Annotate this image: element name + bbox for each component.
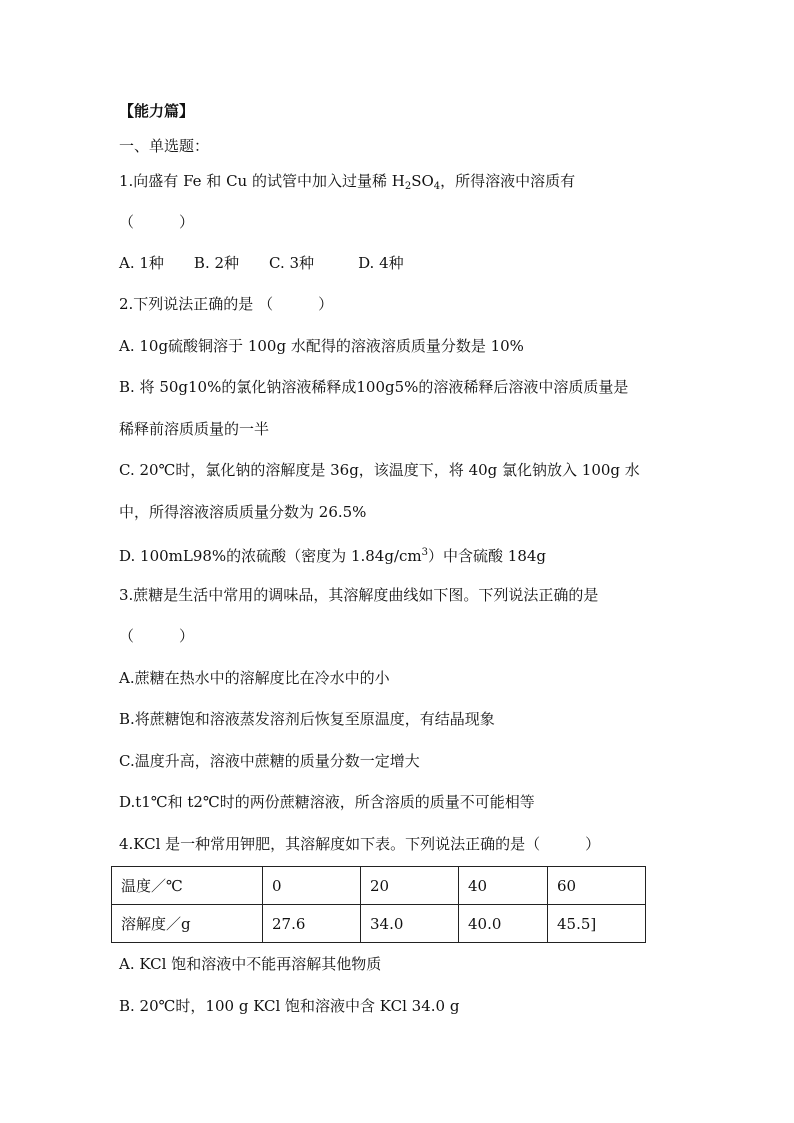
- q1-option-c: C. 3种: [269, 254, 315, 272]
- q4-stem: 4.KCl 是一种常用钾肥，其溶解度如下表。下列说法正确的是（ ）: [119, 835, 601, 853]
- q1-option-d: D. 4种: [358, 254, 404, 272]
- table-cell: 温度／℃: [112, 867, 263, 905]
- q2-option-d-part: D. 100mL98%的浓硫酸（密度为 1.84g/cm: [119, 547, 422, 565]
- solubility-table: [111, 866, 646, 943]
- table-cell: 0: [263, 867, 361, 905]
- q2-option-d: [119, 543, 546, 566]
- q3-option-c: C.温度升高，溶液中蔗糖的质量分数一定增大: [119, 752, 420, 770]
- table-row: [112, 867, 646, 905]
- q4-option-b: B. 20℃时，100 g KCl 饱和溶液中含 KCl 34.0 g: [119, 997, 460, 1015]
- table-cell: 60: [548, 867, 646, 905]
- q1-option-a: A. 1种: [119, 254, 164, 272]
- q2-option-c-line2: 中，所得溶液溶质质量分数为 26.5%: [119, 503, 367, 521]
- q2-superscript: 3: [421, 547, 429, 558]
- table-cell: 45.5]: [548, 905, 646, 943]
- table-cell: 40: [459, 867, 548, 905]
- table-cell: 溶解度／g: [112, 905, 263, 943]
- q3-stem: 3.蔗糖是生活中常用的调味品，其溶解度曲线如下图。下列说法正确的是: [119, 586, 599, 604]
- table-cell: 34.0: [361, 905, 459, 943]
- q1-option-b: B. 2种: [193, 254, 240, 272]
- q3-paren: （ ）: [119, 627, 195, 645]
- table-cell: 20: [361, 867, 459, 905]
- q1-paren: （ ）: [119, 213, 195, 231]
- q3-option-b: B.将蔗糖饱和溶液蒸发溶剂后恢复至原温度，有结晶现象: [119, 710, 495, 728]
- q1-subscript: 4: [433, 181, 441, 192]
- q3-option-d: D.t1℃和 t2℃时的两份蔗糖溶液，所含溶质的质量不可能相等: [119, 793, 535, 811]
- q3-option-a: A.蔗糖在热水中的溶解度比在冷水中的小: [119, 669, 390, 687]
- q2-option-b-line1: B. 将 50g10%的氯化钠溶液稀释成100g5%的溶液稀释后溶液中溶质质量是: [119, 378, 629, 396]
- q1-stem-part: ，所得溶液中溶质有: [440, 172, 576, 190]
- q1-stem: [119, 171, 575, 197]
- q2-option-a: A. 10g硫酸铜溶于 100g 水配得的溶液溶质质量分数是 10%: [119, 337, 524, 355]
- q2-option-d-part: ）中含硫酸 184g: [428, 547, 547, 565]
- q1-stem-part: SO: [411, 172, 434, 190]
- table-row: [112, 905, 646, 943]
- q4-option-a: A. KCl 饱和溶液中不能再溶解其他物质: [119, 955, 382, 973]
- q2-stem: 2.下列说法正确的是 （ ）: [119, 295, 334, 313]
- table-cell: 27.6: [263, 905, 361, 943]
- q2-option-b-line2: 稀释前溶质质量的一半: [119, 420, 270, 438]
- section-subtitle: 一、单选题：: [119, 137, 210, 155]
- q1-subscript: 2: [404, 181, 412, 192]
- q1-options: [119, 253, 404, 273]
- table-cell: 40.0: [459, 905, 548, 943]
- q1-stem-part: 1.向盛有 Fe 和 Cu 的试管中加入过量稀 H: [119, 172, 405, 190]
- section-title: 【能力篇】: [119, 102, 195, 120]
- q2-option-c-line1: C. 20℃时，氯化钠的溶解度是 36g，该温度下，将 40g 氯化钠放入 100g 水: [119, 461, 640, 479]
